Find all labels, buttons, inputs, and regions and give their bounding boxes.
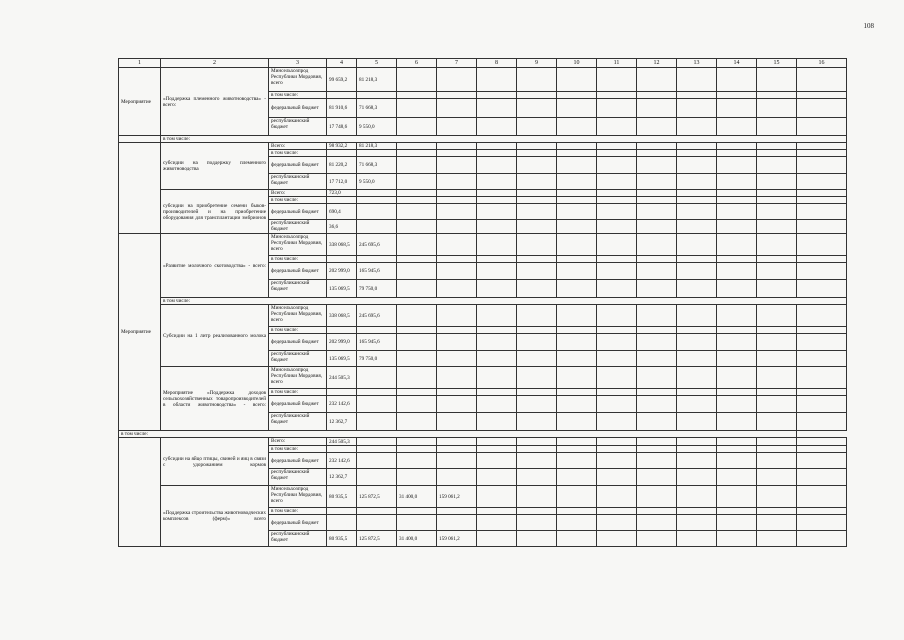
executor-cell: Всего: — [269, 438, 327, 446]
value-cell: 165 945,6 — [357, 334, 397, 351]
measure-name-cell: «Поддержка племенного животноводства» - всего: — [161, 68, 269, 136]
measure-name-cell: Мероприятие «Поддержка доходов сельскохозяйственных товаропроизводителей в области животноводства» - всего: — [161, 367, 269, 431]
measure-name-cell: Субсидии на 1 литр реализованного молока — [161, 305, 269, 367]
executor-cell: Минсельхозпрод Республики Мордовия, всего — [269, 68, 327, 92]
budget-table-sheet — [118, 58, 846, 547]
value-cell: 165 945,6 — [357, 263, 397, 280]
executor-cell: федеральный бюджет — [269, 99, 327, 118]
table-row — [119, 68, 847, 92]
value-cell: 9 550,0 — [357, 174, 397, 190]
column-number: 3 — [269, 59, 327, 68]
value-cell: 17 748,6 — [327, 118, 357, 136]
table-row — [119, 431, 847, 438]
column-number: 6 — [397, 59, 437, 68]
value-cell: 79 750,0 — [357, 351, 397, 367]
value-cell: 159 061,2 — [437, 531, 477, 547]
value-cell: 135 069,5 — [327, 280, 357, 298]
value-cell: 99 659,2 — [327, 68, 357, 92]
executor-cell: федеральный бюджет — [269, 263, 327, 280]
executor-cell: республиканский бюджет — [269, 118, 327, 136]
measure-name-cell: «Поддержка строительства животноводческих комплексов (ферм)» всего — [161, 486, 269, 547]
table-row — [119, 234, 847, 256]
executor-cell: федеральный бюджет — [269, 453, 327, 469]
column-number: 15 — [757, 59, 797, 68]
value-cell: 80 935,5 — [327, 531, 357, 547]
row-type-cell: Мероприятие — [119, 68, 161, 136]
value-cell: 125 872,5 — [357, 486, 397, 508]
column-number: 2 — [161, 59, 269, 68]
executor-cell: в том числе: — [269, 256, 327, 263]
column-number: 11 — [597, 59, 637, 68]
row-type-cell: Мероприятие — [119, 234, 161, 431]
column-number: 12 — [637, 59, 677, 68]
value-cell: 244 505,3 — [327, 438, 357, 446]
executor-cell: федеральный бюджет — [269, 204, 327, 220]
column-number: 1 — [119, 59, 161, 68]
value-cell: 98 932,2 — [327, 143, 357, 150]
executor-cell: федеральный бюджет — [269, 157, 327, 174]
value-cell: 81 218,3 — [357, 68, 397, 92]
table-row — [119, 438, 847, 446]
executor-cell: Всего: — [269, 143, 327, 150]
executor-cell: Минсельхозпрод Республики Мордовия, всего — [269, 367, 327, 389]
value-cell: 159 061,2 — [437, 486, 477, 508]
value-cell: 245 695,6 — [357, 305, 397, 327]
executor-cell: в том числе: — [269, 92, 327, 99]
table-row — [119, 136, 847, 143]
column-number: 16 — [797, 59, 847, 68]
value-cell: 202 999,0 — [327, 263, 357, 280]
value-cell: 12 362,7 — [327, 413, 357, 431]
executor-cell: республиканский бюджет — [269, 531, 327, 547]
executor-cell: в том числе: — [269, 508, 327, 515]
executor-cell: республиканский бюджет — [269, 174, 327, 190]
budget-table — [118, 58, 847, 547]
value-cell: 202 999,0 — [327, 334, 357, 351]
value-cell: 80 935,5 — [327, 486, 357, 508]
executor-cell: республиканский бюджет — [269, 280, 327, 298]
table-row — [119, 367, 847, 389]
value-cell: 31 400,0 — [397, 531, 437, 547]
value-cell: 71 668,3 — [357, 157, 397, 174]
executor-cell: в том числе: — [269, 389, 327, 396]
column-number: 5 — [357, 59, 397, 68]
value-cell: 244 505,3 — [327, 367, 357, 389]
column-number: 14 — [717, 59, 757, 68]
value-cell: 71 668,3 — [357, 99, 397, 118]
measure-name-cell: субсидии на яйцо птицы, свиней и яиц в связи с удорожанием кормов — [161, 438, 269, 486]
subsection-label: в том числе: — [161, 298, 847, 305]
executor-cell: Минсельхозпрод Республики Мордовия, всего — [269, 234, 327, 256]
column-number: 13 — [677, 59, 717, 68]
subsection-label: в том числе: — [161, 136, 847, 143]
column-number: 7 — [437, 59, 477, 68]
executor-cell: Всего: — [269, 190, 327, 197]
executor-cell: в том числе: — [269, 327, 327, 334]
value-cell: 135 069,5 — [327, 351, 357, 367]
value-cell: 17 712,0 — [327, 174, 357, 190]
executor-cell: Минсельхозпрод Республики Мордовия, всего — [269, 486, 327, 508]
executor-cell: республиканский бюджет — [269, 413, 327, 431]
executor-cell: в том числе: — [269, 197, 327, 204]
subsection-label: в том числе: — [119, 431, 797, 438]
column-number: 10 — [557, 59, 597, 68]
table-row — [119, 190, 847, 197]
page-number: 108 — [863, 22, 874, 30]
column-number: 9 — [517, 59, 557, 68]
value-cell: 79 750,0 — [357, 280, 397, 298]
value-cell: 125 872,5 — [357, 531, 397, 547]
executor-cell: республиканский бюджет — [269, 351, 327, 367]
value-cell: 9 550,0 — [357, 118, 397, 136]
table-row — [119, 305, 847, 327]
value-cell: 232 142,6 — [327, 453, 357, 469]
column-number-row — [119, 59, 847, 68]
table-row — [119, 143, 847, 150]
column-number: 8 — [477, 59, 517, 68]
value-cell: 36,6 — [327, 220, 357, 234]
table-row — [119, 486, 847, 508]
value-cell: 12 362,7 — [327, 469, 357, 486]
value-cell: 338 068,5 — [327, 305, 357, 327]
measure-name-cell: субсидии на приобретение семени быков-производителей и на приобретение оборудования для трансплантации эмбрионов — [161, 190, 269, 234]
column-number: 4 — [327, 59, 357, 68]
executor-cell: федеральный бюджет — [269, 334, 327, 351]
value-cell: 690,4 — [327, 204, 357, 220]
value-cell: 81 218,3 — [357, 143, 397, 150]
value-cell: 723,0 — [327, 190, 357, 197]
executor-cell: федеральный бюджет — [269, 396, 327, 413]
executor-cell: федеральный бюджет — [269, 515, 327, 531]
value-cell: 81 910,6 — [327, 99, 357, 118]
value-cell: 232 142,6 — [327, 396, 357, 413]
executor-cell: в том числе: — [269, 150, 327, 157]
executor-cell: в том числе: — [269, 446, 327, 453]
value-cell: 81 220,2 — [327, 157, 357, 174]
value-cell: 338 068,5 — [327, 234, 357, 256]
table-row — [119, 298, 847, 305]
measure-name-cell: «Развитие молочного скотоводства» - всего: — [161, 234, 269, 298]
executor-cell: Минсельхозпрод Республики Мордовия, всего — [269, 305, 327, 327]
value-cell: 245 695,6 — [357, 234, 397, 256]
value-cell: 31 400,0 — [397, 486, 437, 508]
executor-cell: республиканский бюджет — [269, 220, 327, 234]
measure-name-cell: субсидии на поддержку племенного животноводства — [161, 143, 269, 190]
executor-cell: республиканский бюджет — [269, 469, 327, 486]
